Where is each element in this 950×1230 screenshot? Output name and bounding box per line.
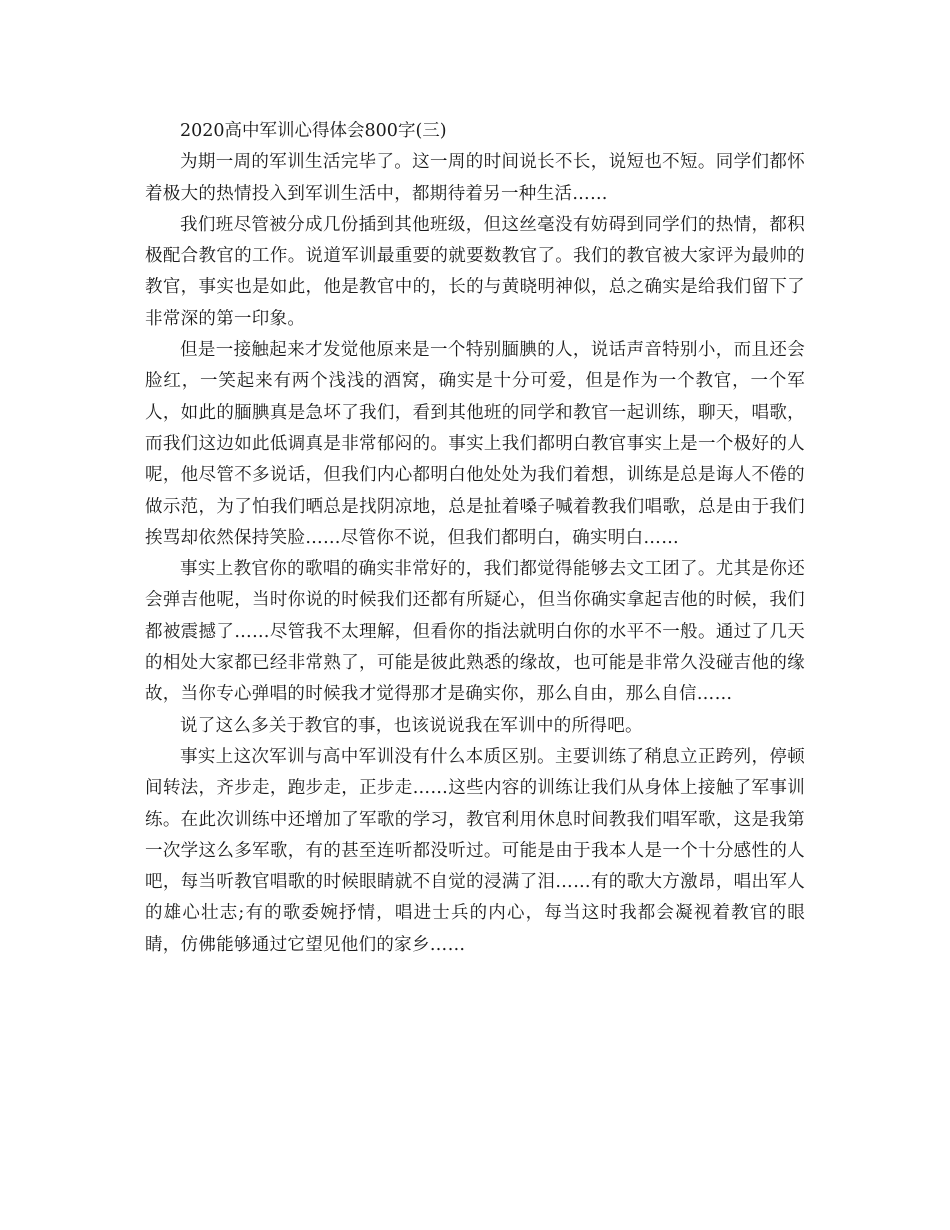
document-title: 2020高中军训心得体会800字(三)	[180, 121, 447, 141]
paragraph: 我们班尽管被分成几份插到其他班级，但这丝毫没有妨碍到同学们的热情，都积极配合教官的工作。说道军训最重要的就要数教官了。我们的教官被大家评为最帅的教官，事实也是如此，他是教官中的，长的与黄晓明神似，总之确实是给我们留下了非常深的第一印象。	[145, 214, 805, 329]
paragraph: 但是一接触起来才发觉他原来是一个特别腼腆的人，说话声音特别小，而且还会脸红，一笑起来有两个浅浅的酒窝，确实是十分可爱，但是作为一个教官，一个军人，如此的腼腆真是急坏了我们，看到其他班的同学和教官一起训练，聊天，唱歌，而我们这边如此低调真是非常郁闷的。事实上我们都明白教官事实上是一个极好的人呢，他尽管不多说话，但我们内心都明白他处处为我们着想，训练是总是诲人不倦的做示范，为了怕我们晒总是找阴凉地，总是扯着嗓子喊着教我们唱歌，总是由于我们挨骂却依然保持笑脸……尽管你不说，但我们都明白，确实明白……	[145, 340, 805, 548]
paragraph: 为期一周的军训生活完毕了。这一周的时间说长不长，说短也不短。同学们都怀着极大的热情投入到军训生活中，都期待着另一种生活……	[145, 152, 805, 204]
paragraph: 事实上教官你的歌唱的确实非常好的，我们都觉得能够去文工团了。尤其是你还会弹吉他呢，当时你说的时候我们还都有所疑心，但当你确实拿起吉他的时候，我们都被震撼了……尽管我不太理解，但看你的指法就明白你的水平不一般。通过了几天的相处大家都已经非常熟了，可能是彼此熟悉的缘故，也可能是非常久没碰吉他的缘故，当你专心弹唱的时候我才觉得那才是确实你，那么自由，那么自信……	[145, 559, 805, 705]
paragraph: 说了这么多关于教官的事，也该说说我在军训中的所得吧。	[180, 715, 643, 736]
document-body	[145, 116, 805, 961]
paragraph: 事实上这次军训与高中军训没有什么本质区别。主要训练了稍息立正跨列，停顿间转法，齐步走，跑步走，正步走……这些内容的训练让我们从身体上接触了军事训练。在此次训练中还增加了军歌的学习，教官利用休息时间教我们唱军歌，这是我第一次学这么多军歌，有的甚至连听都没听过。可能是由于我本人是一个十分感性的人吧，每当听教官唱歌的时候眼睛就不自觉的浸满了泪……有的歌大方激昂，唱出军人的雄心壮志;有的歌委婉抒情，唱进士兵的内心，每当这时我都会凝视着教官的眼睛，仿佛能够通过它望见他们的家乡……	[145, 746, 805, 955]
